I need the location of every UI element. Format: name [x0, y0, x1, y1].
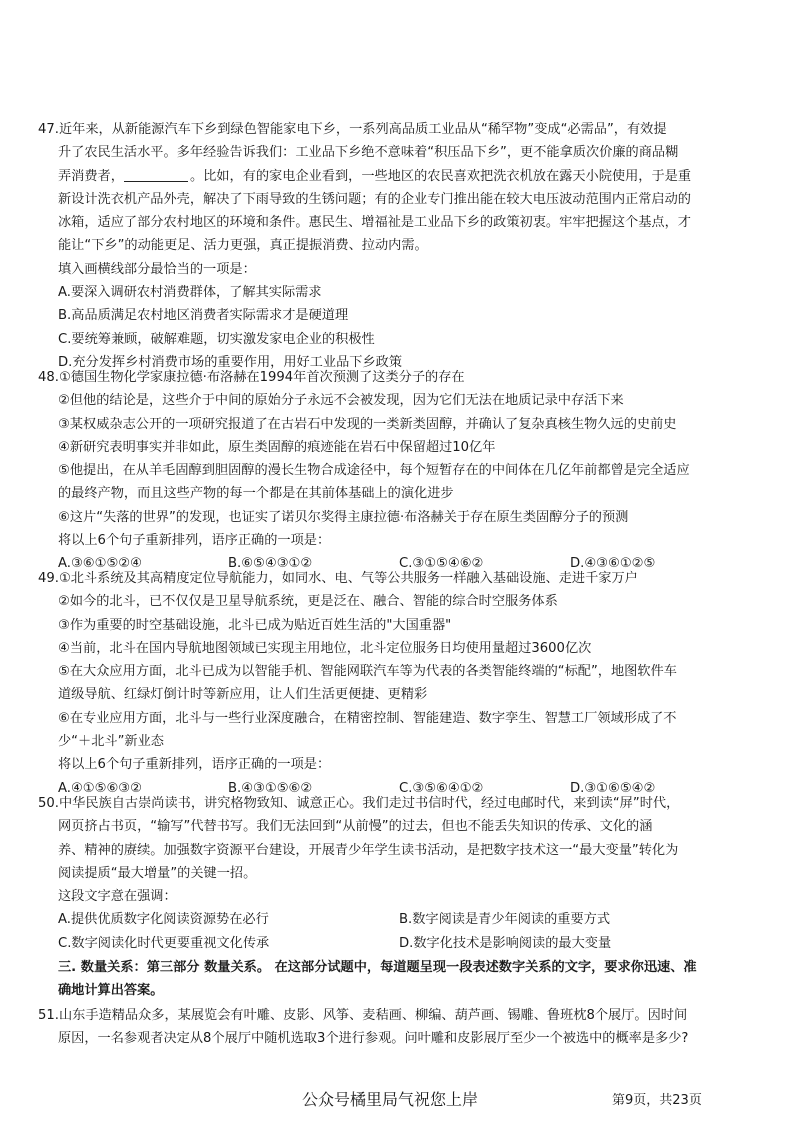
q50-line-3: 养、精神的赓续。加强数字资源平台建设，开展青少年学生读书活动，是把数字技术这一“最大变量”转化为 — [58, 842, 679, 858]
q47-option-c[interactable]: C.要统筹兼顾，破解难题，切实激发家电企业的积极性 — [58, 331, 375, 347]
q48-line-3: ③某权威杂志公开的一项研究报道了在古岩石中发现的一类新类固醇，并确认了复杂真核生物久远的史前史 — [58, 416, 677, 432]
section-3-line-2: 确地计算出答案。 — [58, 983, 164, 999]
q48-option-b[interactable]: B.⑥⑤④③①② — [228, 556, 313, 572]
q50-option-c[interactable]: C.数字阅读化时代更要重视文化传承 — [58, 935, 270, 951]
q47-line-3 — [38, 165, 760, 188]
q49-line-3: ③作为重要的时空基础设施，北斗已成为贴近百姓生活的"大国重器" — [58, 617, 452, 633]
q49-line-8: 少“＋北斗”新业态 — [58, 734, 164, 750]
q49-line-6: 道级导航、红绿灯倒计时等新应用，让人们生活更便捷、更精彩 — [58, 687, 428, 703]
q47-line-2: 升了农民生活水平。多年经验告诉我们：工业品下乡绝不意味着“积压品下乡”，更不能拿质次价廉的商品糊 — [58, 145, 679, 161]
q48-option-c[interactable]: C.③①⑤④⑥② — [399, 556, 484, 572]
q47-line-4: 新设计洗衣机产品外壳，解决了下雨导致的生锈问题；有的企业专门推出能在较大电压波动范围内正常启动的 — [58, 191, 691, 207]
q50-option-d[interactable]: D.数字化技术是影响阅读的最大变量 — [399, 935, 612, 951]
q47-line-1: 47.近年来，从新能源汽车下乡到绿色智能家电下乡，一系列高品质工业品从“稀罕物”变成“必需品”，有效提 — [38, 122, 667, 137]
q50-option-a[interactable]: A.提供优质数字化阅读资源势在必行 — [58, 912, 269, 928]
q47-option-a[interactable]: A.要深入调研农村消费群体，了解其实际需求 — [58, 285, 322, 301]
q51-line-1: 51.山东手造精品众多，某展览会有叶雕、皮影、风筝、麦秸画、柳编、葫芦画、锡雕、鲁班枕8个展厅。因时间 — [38, 1008, 688, 1023]
q47-line-5: 冰箱，适应了部分农村地区的环境和条件。惠民生、增福祉是工业品下乡的政策初衷。牢牢把握这个基点，才 — [58, 215, 691, 231]
page-number: 第9页，共23页 — [612, 1093, 702, 1108]
q49-line-7: ⑥在专业应用方面，北斗与一些行业深度融合，在精密控制、智能建造、数字孪生、智慧工厂领域形成了不 — [58, 710, 677, 726]
question-51 — [38, 1004, 760, 1051]
section-3-line-1: 三. 数量关系：第三部分 数量关系。 在这部分试题中，每道题呈现一段表述数字关系的文字，要求你迅速、准 — [58, 960, 697, 975]
q49-option-a[interactable]: A.④①⑤⑥③② — [58, 780, 142, 796]
q49-line-1: 49.①北斗系统及其高精度定位导航能力，如同水、电、气等公共服务一样融入基础设施、走进千家万户 — [38, 571, 638, 586]
q47-option-b[interactable]: B.高品质满足农村地区消费者实际需求才是硬道理 — [58, 308, 349, 324]
q48-line-7: ⑥这片“失落的世界”的发现，也证实了诺贝尔奖得主康拉德·布洛赫关于存在原生类固醇分子的预测 — [58, 509, 629, 525]
q48-line-6: 的最终产物，而且这些产物的每一个都是在其前体基础上的演化进步 — [58, 486, 454, 502]
q50-options-row-1 — [38, 908, 760, 931]
question-50 — [38, 792, 760, 955]
q50-option-b[interactable]: B.数字阅读是青少年阅读的重要方式 — [399, 912, 611, 928]
footer-watermark: 公众号橘里局气祝您上岸 — [302, 1090, 479, 1109]
q48-line-4: ④新研究表明事实并非如此，原生类固醇的痕迹能在岩石中保留超过10亿年 — [58, 439, 496, 455]
q48-option-a[interactable]: A.③⑥①⑤②④ — [58, 556, 142, 572]
q48-option-d[interactable]: D.④③⑥①②⑤ — [570, 556, 656, 572]
question-49 — [38, 567, 760, 800]
q48-line-1: 48.①德国生物化学家康拉德·布洛赫在1994年首次预测了这类分子的存在 — [38, 370, 465, 385]
q48-line-2: ②但他的结论是，这些介于中间的原始分子永远不会被发现，因为它们无法在地质记录中存活下来 — [58, 393, 624, 409]
q47-option-d[interactable]: D.充分发挥乡村消费市场的重要作用，用好工业品下乡政策 — [58, 354, 403, 370]
q47-prompt: 填入画横线部分最恰当的一项是： — [58, 261, 256, 277]
question-47 — [38, 118, 760, 374]
q48-prompt: 将以上6个句子重新排列，语序正确的一项是： — [58, 533, 331, 549]
section-3-heading — [38, 956, 760, 1003]
q47-line-3-pre: 弄消费者， — [58, 168, 124, 184]
q49-option-c[interactable]: C.③⑤⑥④①② — [399, 780, 484, 796]
q51-line-2: 原因，一名参观者决定从8个展厅中随机选取3个进行参观。问叶雕和皮影展厅至少一个被选中的概率是多少? — [58, 1031, 689, 1047]
q50-line-2: 网页挤占书页，“输写”代替书写。我们无法回到“从前慢”的过去，但也不能丢失知识的传承、文化的涵 — [58, 819, 653, 835]
q49-line-5: ⑤在大众应用方面，北斗已成为以智能手机、智能网联汽车等为代表的各类智能终端的“标配”，地图软件车 — [58, 664, 677, 680]
q50-line-1: 50.中华民族自古崇尚读书，讲究格物致知、诚意正心。我们走过书信时代，经过电邮时代，来到读“屏”时代， — [38, 796, 680, 811]
q49-line-2: ②如今的北斗，已不仅仅是卫星导航系统，更是泛在、融合、智能的综合时空服务体系 — [58, 594, 558, 610]
q49-line-4: ④当前，北斗在国内导航地图领域已实现主用地位，北斗定位服务日均使用量超过3600亿次 — [58, 640, 592, 656]
q49-prompt: 将以上6个句子重新排列，语序正确的一项是： — [58, 757, 331, 773]
q49-option-b[interactable]: B.④③①⑤⑥② — [228, 780, 313, 796]
q49-option-d[interactable]: D.③①⑥⑤④② — [570, 780, 656, 796]
question-48 — [38, 366, 760, 576]
q48-line-5: ⑤他提出，在从羊毛固醇到胆固醇的漫长生物合成途径中，每个短暂存在的中间体在几亿年前都曾是完全适应 — [58, 463, 690, 479]
q47-line-3-post: 。比如，有的家电企业看到，一些地区的农民喜欢把洗衣机放在露天小院使用，于是重 — [189, 168, 692, 184]
q50-line-4: 阅读提质“最大增量”的关键一招。 — [58, 865, 257, 881]
fill-in-blank — [124, 167, 188, 182]
q50-options-row-2 — [38, 932, 760, 955]
q47-line-6: 能让“下乡”的动能更足、活力更强，真正提振消费、拉动内需。 — [58, 238, 428, 254]
q50-prompt: 这段文字意在强调： — [58, 889, 177, 905]
